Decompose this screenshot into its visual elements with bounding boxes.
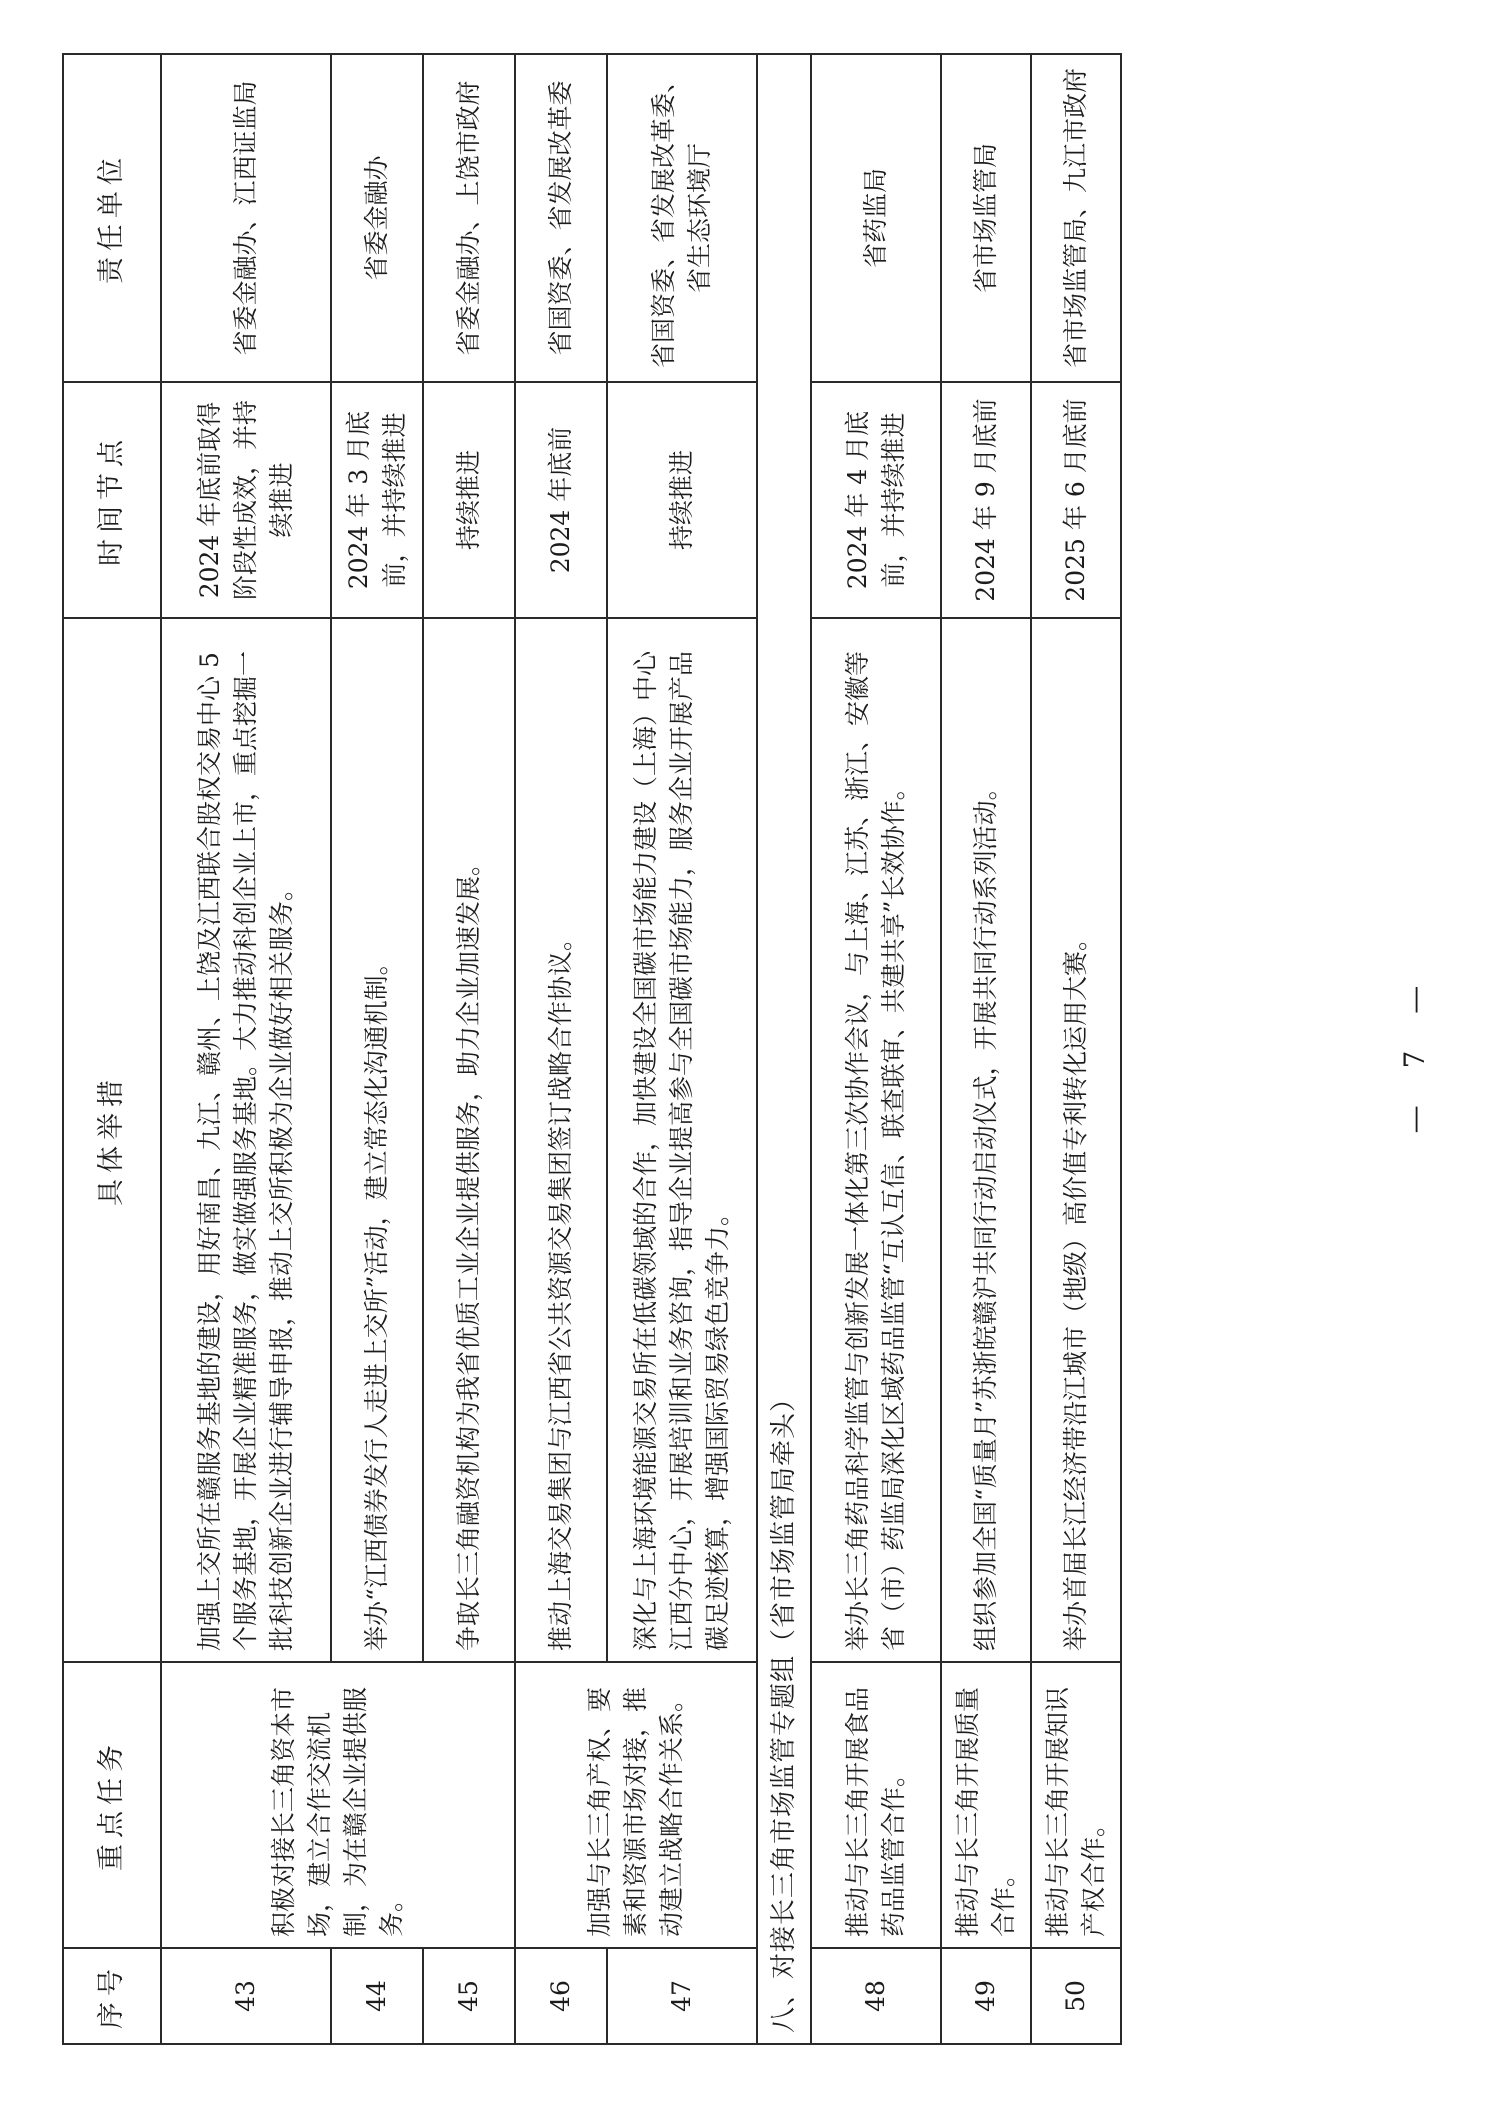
header-no: 序号	[63, 1948, 161, 2044]
unit-cell: 省国资委、省发展改革委	[515, 54, 607, 382]
row-number: 47	[607, 1948, 757, 2044]
unit-cell: 省药监局	[811, 54, 941, 382]
table-row	[811, 54, 941, 2044]
header-time: 时间节点	[63, 382, 161, 618]
time-cell: 2025 年 6 月底前	[1031, 382, 1121, 618]
header-unit: 责任单位	[63, 54, 161, 382]
task-table	[62, 53, 1122, 2045]
section-row	[757, 54, 811, 2044]
unit-cell: 省市场监管局	[941, 54, 1031, 382]
row-number: 45	[423, 1948, 515, 2044]
section-title: 八、对接长三角市场监管专题组（省市场监管局牵头）	[757, 54, 811, 2044]
time-cell: 2024 年 4 月底前，并持续推进	[811, 382, 941, 618]
task-cell: 推动与长三角开展知识产权合作。	[1031, 1662, 1121, 1948]
header-measure: 具体举措	[63, 618, 161, 1662]
table-row	[161, 54, 331, 2044]
row-number: 46	[515, 1948, 607, 2044]
time-cell: 2024 年底前取得阶段性成效，并持续推进	[161, 382, 331, 618]
unit-cell: 省国资委、省发展改革委、省生态环境厅	[607, 54, 757, 382]
measure-cell: 举办长三角药品科学监管与创新发展一体化第三次协作会议，与上海、江苏、浙江、安徽等省（市）药监局深化区域药品监管“互认互信、联查联审、共建共享”长效协作。	[811, 618, 941, 1662]
time-cell: 2024 年底前	[515, 382, 607, 618]
task-cell: 积极对接长三角资本市场，建立合作交流机制，为在赣企业提供服务。	[161, 1662, 515, 1948]
table-row	[1031, 54, 1121, 2044]
row-number: 50	[1031, 1948, 1121, 2044]
measure-cell: 加强上交所在赣服务基地的建设，用好南昌、九江、赣州、上饶及江西联合股权交易中心 5 个服务基地，开展企业精准服务，做实做强服务基地。大力推动科创企业上市，重点挖掘一批科技创新企业进行辅导申报，推动上交所积极为企业做好相关服务。	[161, 618, 331, 1662]
task-cell: 推动与长三角开展食品药品监管合作。	[811, 1662, 941, 1948]
measure-cell: 组织参加全国“质量月”苏浙皖赣沪共同行动启动仪式，开展共同行动系列活动。	[941, 618, 1031, 1662]
row-number: 48	[811, 1948, 941, 2044]
measure-cell: 举办“江西债券发行人走进上交所”活动，建立常态化沟通机制。	[331, 618, 423, 1662]
time-cell: 持续推进	[423, 382, 515, 618]
measure-cell: 推动上海交易集团与江西省公共资源交易集团签订战略合作协议。	[515, 618, 607, 1662]
table-header-row	[63, 54, 161, 2044]
time-cell: 持续推进	[607, 382, 757, 618]
task-cell: 加强与长三角产权、要素和资源市场对接，推动建立战略合作关系。	[515, 1662, 757, 1948]
table-row	[941, 54, 1031, 2044]
time-cell: 2024 年 3 月底前，并持续推进	[331, 382, 423, 618]
task-cell: 推动与长三角开展质量合作。	[941, 1662, 1031, 1948]
unit-cell: 省市场监管局、九江市政府	[1031, 54, 1121, 382]
unit-cell: 省委金融办、江西证监局	[161, 54, 331, 382]
table-row	[515, 54, 607, 2044]
unit-cell: 省委金融办、上饶市政府	[423, 54, 515, 382]
row-number: 49	[941, 1948, 1031, 2044]
row-number: 44	[331, 1948, 423, 2044]
measure-cell: 争取长三角融资机构为我省优质工业企业提供服务，助力企业加速发展。	[423, 618, 515, 1662]
time-cell: 2024 年 9 月底前	[941, 382, 1031, 618]
unit-cell: 省委金融办	[331, 54, 423, 382]
header-task: 重点任务	[63, 1662, 161, 1948]
measure-cell: 举办首届长江经济带沿江城市（地级）高价值专利转化运用大赛。	[1031, 618, 1121, 1662]
row-number: 43	[161, 1948, 331, 2044]
page-number: — 7 —	[1398, 971, 1431, 1134]
measure-cell: 深化与上海环境能源交易所在低碳领域的合作，加快建设全国碳市场能力建设（上海）中心江西分中心，开展培训和业务咨询，指导企业提高参与全国碳市场能力，服务企业开展产品碳足迹核算，增强国际贸易绿色竞争力。	[607, 618, 757, 1662]
